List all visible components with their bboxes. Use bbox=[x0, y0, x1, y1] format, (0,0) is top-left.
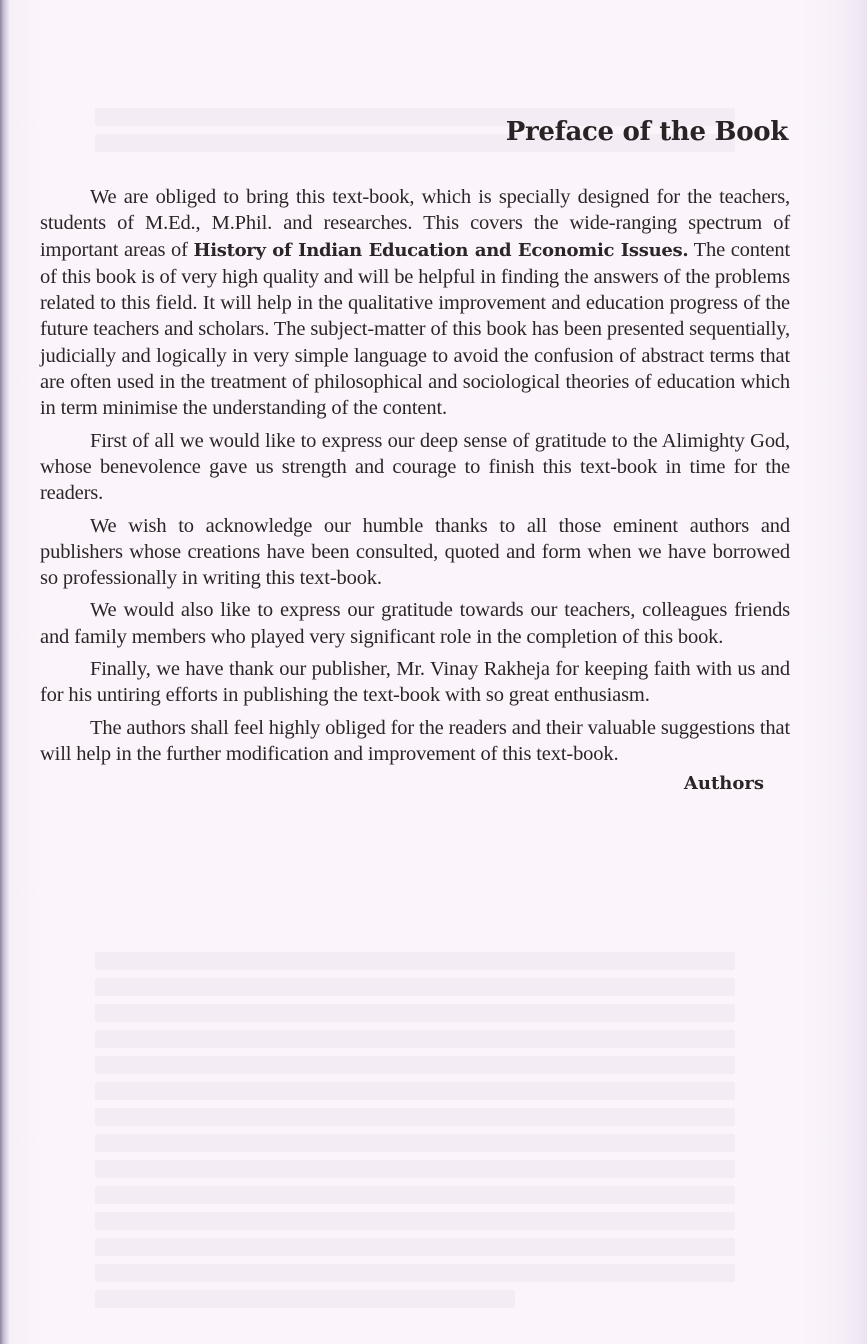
book-subject-bold: History of Indian Education and Economic Issues. bbox=[193, 239, 689, 261]
preface-paragraph-4: We would also like to express our gratitude towards our teachers, colleagues friends and family members who played very significant role in the completion of this book. bbox=[40, 599, 790, 648]
bleed-through-line bbox=[95, 1004, 735, 1022]
bleed-through-line bbox=[95, 1056, 735, 1074]
preface-paragraph-1 bbox=[40, 184, 790, 422]
authors-signature: Authors bbox=[683, 773, 764, 795]
bleed-through-line bbox=[95, 1134, 735, 1152]
preface-paragraph-3: We wish to acknowledge our humble thanks to all those eminent authors and publishers whose creations have been consulted, quoted and form when we have borrowed so professionally in writing this text-book. bbox=[40, 514, 790, 590]
paragraph-text: The content of this book is of very high quality and will be helpful in finding the answers of the problems related to this field. It will help in the qualitative improvement and education progress of the future teachers and scholars. The subject-matter of this book has been presented sequentially, judicially and logically in very simple language to avoid the confusion of abstract terms that are often used in the treatment of philosophical and sociological theories of education which in term minimise the understanding of the content. bbox=[40, 238, 790, 420]
bleed-through-line bbox=[95, 1108, 735, 1126]
bleed-through-line bbox=[95, 978, 735, 996]
bleed-through-line bbox=[95, 1238, 735, 1256]
bleed-through-line bbox=[95, 1082, 735, 1100]
bleed-through-line bbox=[95, 1160, 735, 1178]
preface-content bbox=[40, 112, 790, 794]
bleed-through-line bbox=[95, 1290, 515, 1308]
preface-paragraph-6: The authors shall feel highly obliged for the readers and their valuable suggestions that will help in the further modification and improvement of this text-book. bbox=[40, 716, 790, 765]
paragraph-text: We are obliged to bring this text-book, which is specially designed for the teachers, students of M.Ed., M.Phil. and researches. This covers the wide-ranging spectrum of important areas of bbox=[40, 186, 790, 261]
page-title: Preface of the Book bbox=[505, 117, 788, 147]
bleed-through-line bbox=[95, 1030, 735, 1048]
bleed-through-line bbox=[95, 952, 735, 970]
bleed-through-line bbox=[95, 1212, 735, 1230]
bleed-through-line bbox=[95, 1264, 735, 1282]
bleed-through-line bbox=[95, 1186, 735, 1204]
preface-paragraph-5: Finally, we have thank our publisher, Mr. Vinay Rakheja for keeping faith with us and for his untiring efforts in publishing the text-book with so great enthusiasm. bbox=[40, 658, 790, 707]
preface-paragraph-2: First of all we would like to express our deep sense of gratitude to the Alimighty God, whose benevolence gave us strength and courage to finish this text-book in time for the readers. bbox=[40, 429, 790, 505]
